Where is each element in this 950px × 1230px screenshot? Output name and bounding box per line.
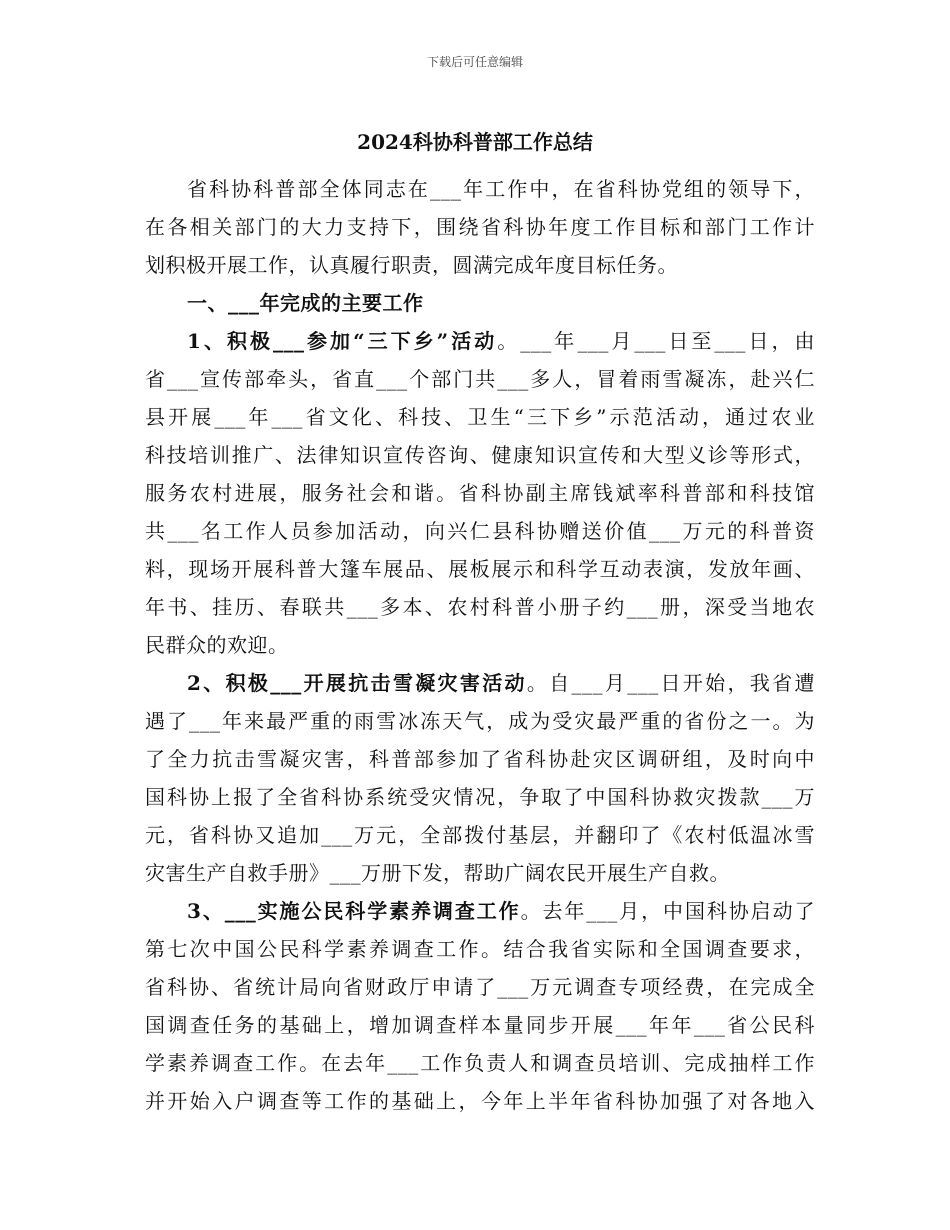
text-segment: 国调查任务的基础上，增加调查样本量同步开展___年年___省公民科 bbox=[145, 1013, 815, 1037]
text-line bbox=[145, 1006, 815, 1044]
text-line bbox=[145, 816, 815, 854]
text-line bbox=[145, 854, 815, 892]
text-segment: 遇了___年来最严重的雨雪冰冻天气，成为受灾最严重的省份之一。为 bbox=[145, 709, 815, 733]
bold-heading-text: 一、___年完成的主要工作 bbox=[187, 291, 424, 315]
text-segment: 科技培训推广、法律知识宣传咨询、健康知识宣传和大型义诊等形式， bbox=[145, 443, 815, 467]
text-segment: 省科协、省统计局向省财政厅申请了___万元调查专项经费，在完成全 bbox=[145, 975, 815, 999]
bold-heading-text: 3、___实施公民科学素养调查工作 bbox=[187, 899, 521, 923]
text-line bbox=[145, 626, 815, 664]
document-body bbox=[145, 170, 815, 1120]
text-segment: 省___宣传部牵头，省直___个部门共___多人，冒着雨雪凝冻，赴兴仁 bbox=[145, 367, 815, 391]
text-segment: 民群众的欢迎。 bbox=[145, 633, 289, 657]
text-line bbox=[145, 398, 815, 436]
text-line bbox=[145, 170, 815, 208]
text-segment: 。___年___月___日至___日，由 bbox=[497, 329, 815, 353]
text-line bbox=[145, 588, 815, 626]
text-line bbox=[145, 208, 815, 246]
text-line bbox=[145, 968, 815, 1006]
text-segment: 。去年___月，中国科协启动了 bbox=[520, 899, 815, 923]
text-segment: 共___名工作人员参加活动，向兴仁县科协赠送价值___万元的科普资 bbox=[145, 519, 815, 543]
text-segment: 学素养调查工作。在去年___工作负责人和调查员培训、完成抽样工作 bbox=[145, 1051, 815, 1075]
bold-heading-text: 1、积极___参加“三下乡”活动 bbox=[187, 329, 498, 353]
text-line bbox=[145, 474, 815, 512]
text-segment: 并开始入户调查等工作的基础上，今年上半年省科协加强了对各地入 bbox=[145, 1089, 815, 1113]
text-segment: 第七次中国公民科学素养调查工作。结合我省实际和全国调查要求， bbox=[145, 937, 815, 961]
text-segment: 在各相关部门的大力支持下，围绕省科协年度工作目标和部门工作计 bbox=[145, 215, 815, 239]
text-line bbox=[145, 360, 815, 398]
text-line bbox=[145, 1082, 815, 1120]
text-line bbox=[145, 664, 815, 702]
text-line bbox=[145, 930, 815, 968]
page-header-note: 下载后可任意编辑 bbox=[426, 55, 523, 69]
text-segment: 省科协科普部全体同志在___年工作中，在省科协党组的领导下， bbox=[187, 177, 815, 201]
text-line bbox=[145, 1044, 815, 1082]
text-line bbox=[145, 550, 815, 588]
text-segment: 了全力抗击雪凝灾害，科普部参加了省科协赴灾区调研组，及时向中 bbox=[145, 747, 815, 771]
text-line bbox=[145, 702, 815, 740]
text-segment: 划积极开展工作，认真履行职责，圆满完成年度目标任务。 bbox=[145, 253, 678, 277]
text-segment: 国科协上报了全省科协系统受灾情况，争取了中国科协救灾拨款___万 bbox=[145, 785, 815, 809]
text-line bbox=[145, 246, 815, 284]
text-segment: 年书、挂历、春联共___多本、农村科普小册子约___册，深受当地农 bbox=[145, 595, 815, 619]
text-segment: 。自___月___日开始，我省遭 bbox=[526, 671, 815, 695]
text-line bbox=[145, 892, 815, 930]
text-line bbox=[145, 284, 815, 322]
bold-heading-text: 2、积极___开展抗击雪凝灾害活动 bbox=[187, 671, 527, 695]
text-line bbox=[145, 778, 815, 816]
text-line bbox=[145, 740, 815, 778]
text-line bbox=[145, 512, 815, 550]
text-line bbox=[145, 322, 815, 360]
text-line bbox=[145, 436, 815, 474]
text-segment: 县开展___年___省文化、科技、卫生“三下乡”示范活动，通过农业 bbox=[145, 405, 815, 429]
document-title: 2024科协科普部工作总结 bbox=[357, 130, 593, 154]
text-segment: 元，省科协又追加___万元，全部拨付基层，并翻印了《农村低温冰雪 bbox=[145, 823, 815, 847]
text-segment: 服务农村进展，服务社会和谐。省科协副主席钱斌率科普部和科技馆 bbox=[145, 481, 815, 505]
text-segment: 料，现场开展科普大篷车展品、展板展示和科学互动表演，发放年画、 bbox=[145, 557, 815, 581]
text-segment: 灾害生产自救手册》___万册下发，帮助广阔农民开展生产自救。 bbox=[145, 861, 730, 885]
